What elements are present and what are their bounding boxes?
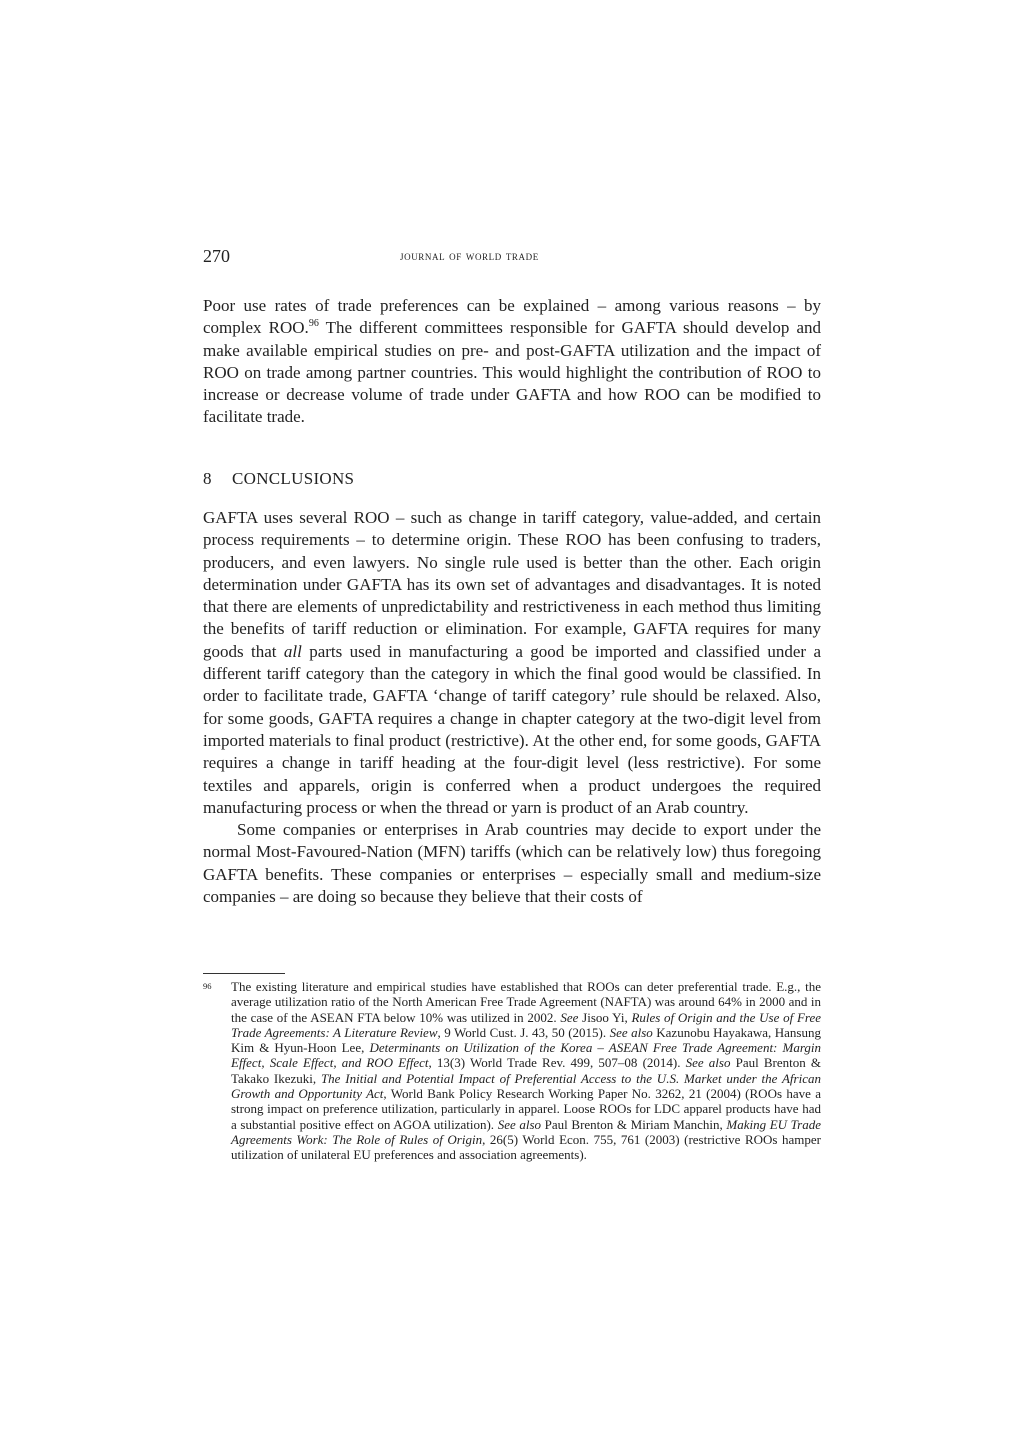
body-paragraph: Some companies or enterprises in Arab countries may decide to export under the normal Most-Favoured-Nation (MFN) tariffs (which can be relatively low) thus foregoing GAFTA benefits. These companies or enterprises – especially small and medium-size companies – are doing so because they believe that their costs of — [203, 820, 821, 907]
citation-title: Rules of Origin and the Use of Free Trade Agreements: A Literature Review — [231, 1009, 822, 1040]
footnote-segment: , 9 World Cust. J. 43, 50 (2015). — [437, 1024, 610, 1040]
footnote-segment: Paul Brenton & Miriam Manchin, — [541, 1116, 727, 1132]
footnote-signal: See — [560, 1009, 579, 1025]
footnote-reference: 96 — [308, 318, 319, 330]
footnote — [203, 979, 821, 1163]
body-paragraph — [203, 507, 821, 819]
footnote-segment: , 26(5) World Econ. 755, 761 (2003) (restrictive ROOs hamper utilization of unilateral EU preferences and association agreements). — [231, 1131, 821, 1163]
footnote-signal: See also — [685, 1055, 731, 1071]
paragraph-text: parts used in manufacturing a good be imported and classified under a different tariff category than the category in which the final good would be classified. In order to facilitate trade, GAFTA ‘change of tariff category’ rule should be relaxed. Also, for some goods, GAFTA requires a change in chapter category at the two-digit level from imported materials to final product (restrictive). At the other end, for some goods, GAFTA requires a change in tariff heading at the four-digit level (less restrictive). For some textiles and apparels, origin is conferred when a product undergoes the required manufacturing process or when the thread or yarn is product of an Arab country. — [203, 641, 821, 817]
running-head: journal of world trade — [400, 248, 539, 263]
footnote-segment: , 13(3) World Trade Rev. 499, 507–08 (2014). — [428, 1055, 686, 1071]
section-title: CONCLUSIONS — [232, 469, 355, 488]
paragraph-text: GAFTA uses several ROO – such as change in tariff category, value-added, and certain process requirements – to determine origin. These ROO has been confusing to traders, producers, and even lawyers. No single rule used is better than the other. Each origin determination under GAFTA has its own set of advantages and disadvantages. It is noted that there are elements of unpredictability and restrictiveness in each method thus limiting the benefits of tariff reduction or elimination. For example, GAFTA requires for many goods that — [203, 508, 821, 661]
footnote-segment: The existing literature and empirical studies have established that ROOs can deter preferential trade. E.g., the average utilization ratio of the North American Free Trade Agreement (NAFTA) was around 64% in 2000 and in the case of the ASEAN FTA below 10% was utilized in 2002. — [231, 979, 821, 1025]
section-number: 8 — [203, 469, 212, 488]
paragraph-text: Poor use rates of trade preferences can be explained – among various reasons – by complex ROO. — [203, 296, 821, 338]
section-7-closing-paragraph — [203, 295, 821, 429]
footnote-number: 96 — [203, 981, 212, 991]
footnote-signal: See also — [609, 1024, 653, 1040]
paragraph-text: The different committees responsible for GAFTA should develop and make available empirical studies on pre- and post-GAFTA utilization and the impact of ROO on trade among partner countries. This would highlight the contribution of ROO to increase or decrease volume of trade under GAFTA and how ROO can be modified to facilitate trade. — [203, 318, 821, 427]
conclusions-body — [203, 507, 821, 908]
section-heading — [203, 469, 354, 489]
citation-title: Determinants on Utilization of the Korea – ASEAN Free Trade Agreement: Margin Effect, Scale Effect, and ROO Effect — [231, 1040, 822, 1071]
footnote-signal: See also — [497, 1116, 542, 1132]
footnote-segment: Kazunobu Hayakawa, Hansung Kim & Hyun-Hoon Lee, — [231, 1024, 821, 1056]
footnote-segment: Paul Brenton & Takako Ikezuki, — [231, 1055, 822, 1086]
body-paragraph — [203, 295, 821, 429]
footnote-segment: , World Bank Policy Research Working Paper No. 3262, 21 (2004) (ROOs have a strong impact on preference utilization, particularly in apparel. Loose ROOs for LDC apparel products have had a substantial positive effect on AGOA utilization). — [231, 1086, 822, 1132]
footnote-text — [231, 979, 821, 1163]
citation-title: The Initial and Potential Impact of Preferential Access to the U.S. Market under the African Growth and Opportunity Act — [231, 1070, 821, 1102]
page-number: 270 — [203, 246, 230, 266]
footnote-divider — [203, 973, 285, 974]
emphasis: all — [283, 641, 302, 661]
citation-title: Making EU Trade Agreements Work: The Role of Rules of Origin — [231, 1116, 821, 1147]
footnote-segment: Jisoo Yi, — [578, 1009, 632, 1025]
